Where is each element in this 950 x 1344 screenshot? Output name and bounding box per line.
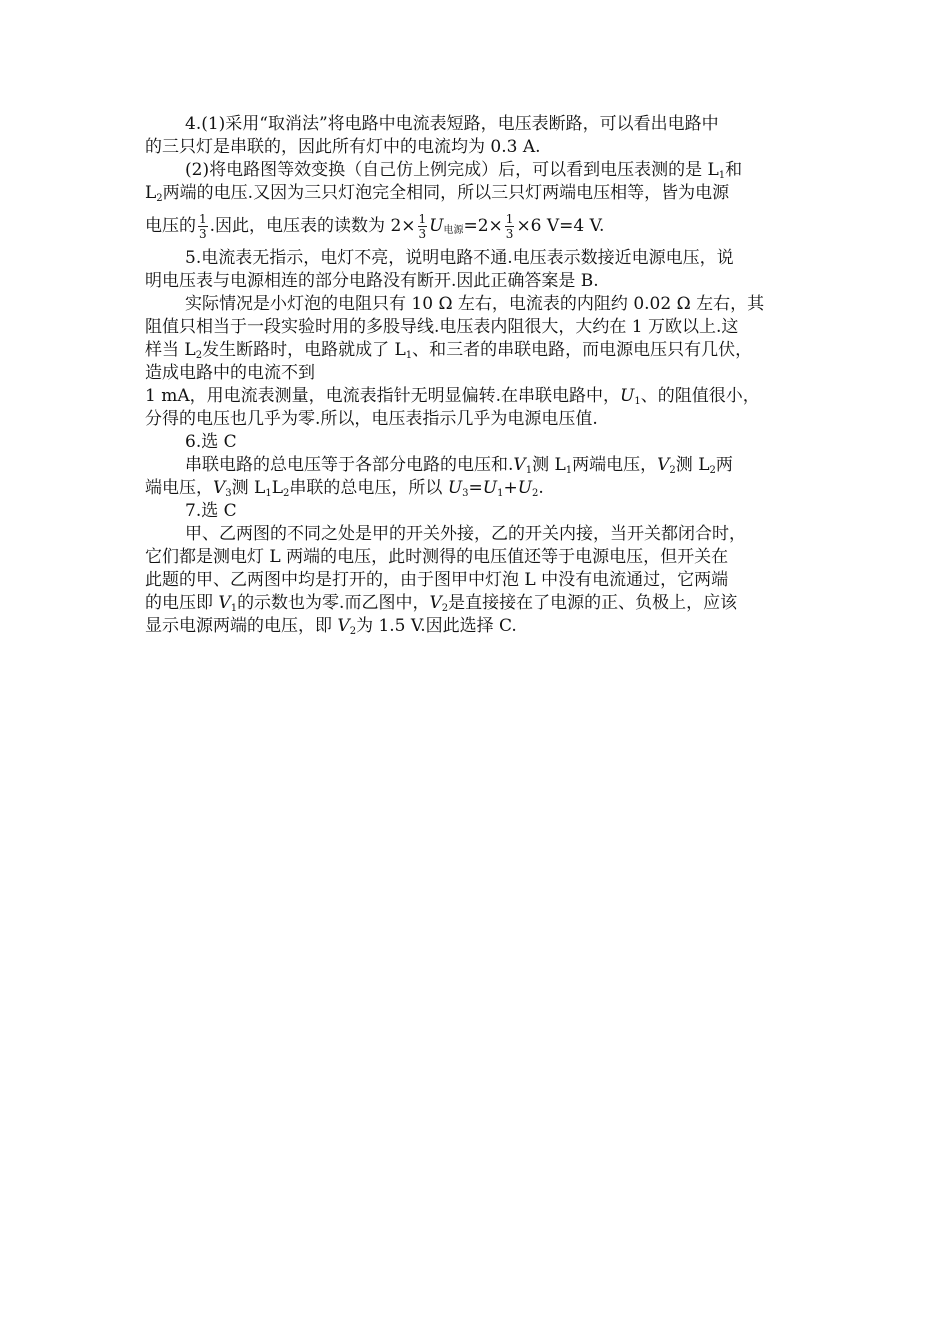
subscript: 3 bbox=[225, 488, 232, 499]
q7-line-3 bbox=[145, 569, 820, 592]
q6-text: 串联电路的总电压等于各部分电路的电压和. bbox=[185, 455, 514, 475]
variable: U bbox=[429, 216, 444, 236]
subscript: 1 bbox=[718, 170, 726, 181]
q6-line-2 bbox=[145, 477, 820, 500]
variable: U bbox=[447, 478, 463, 498]
subscript: 1 bbox=[634, 396, 641, 407]
subscript: 2 bbox=[709, 465, 716, 476]
q5-line-7 bbox=[145, 385, 820, 408]
variable: U bbox=[517, 478, 533, 498]
fraction-denominator: 3 bbox=[199, 227, 207, 241]
variable: V bbox=[337, 616, 350, 636]
variable: U bbox=[482, 478, 498, 498]
q5-text: 明电压表与电源相连的部分电路没有断开.因此正确答案是 B. bbox=[145, 271, 599, 291]
subscript: 2 bbox=[441, 603, 449, 614]
subscript: 2 bbox=[532, 488, 539, 499]
q6-text: L bbox=[271, 478, 284, 498]
fraction bbox=[418, 212, 428, 241]
q5-text: 、和三者的串联电路，而电源电压只有几伏， bbox=[412, 340, 753, 360]
q7-text: 的电压即 bbox=[145, 593, 219, 613]
q7-line-1 bbox=[145, 523, 820, 546]
q4-line-1 bbox=[145, 113, 820, 136]
subscript: 1 bbox=[497, 488, 504, 499]
q7-line-2 bbox=[145, 546, 820, 569]
q5-line-2 bbox=[145, 270, 820, 293]
fraction bbox=[505, 212, 515, 241]
q4-text: =2× bbox=[463, 216, 503, 236]
variable: V bbox=[213, 478, 226, 498]
subscript: 1 bbox=[265, 488, 272, 499]
subscript: 1 bbox=[565, 465, 573, 476]
variable: V bbox=[513, 455, 526, 475]
q6-text: 两端电压， bbox=[572, 455, 658, 475]
q6-text: 测 L bbox=[532, 455, 566, 475]
q7-text: 甲、乙两图的不同之处是甲的开关外接，乙的开关内接，当开关都闭合时， bbox=[185, 524, 746, 544]
q6-text: 串联的总电压，所以 bbox=[289, 478, 448, 498]
q6-text: 两 bbox=[715, 455, 733, 475]
q5-line-3 bbox=[145, 293, 820, 316]
variable: V bbox=[429, 593, 442, 613]
q7-text: 它们都是测电灯 L 两端的电压，此时测得的电压值还等于电源电压，但开关在 bbox=[145, 547, 729, 567]
fraction-numerator: 1 bbox=[418, 212, 427, 226]
q4-line-4 bbox=[145, 182, 820, 205]
q5-text: 1 mA，用电流表测量，电流表指针无明显偏转.在串联电路中， bbox=[145, 386, 621, 406]
q6-text: = bbox=[468, 478, 483, 498]
fraction bbox=[198, 212, 208, 241]
subscript: 2 bbox=[156, 193, 163, 204]
subscript: 1 bbox=[230, 603, 238, 614]
fraction-numerator: 1 bbox=[505, 212, 514, 226]
subscript: 1 bbox=[525, 465, 533, 476]
q4-line-3 bbox=[145, 159, 820, 182]
q7-text: 是直接接在了电源的正、负极上，应该 bbox=[448, 593, 738, 613]
q5-line-4 bbox=[145, 316, 820, 339]
subscript: 3 bbox=[462, 488, 469, 499]
q5-text: 发生断路时，电路就成了 L bbox=[202, 340, 406, 360]
fraction-denominator: 3 bbox=[418, 227, 427, 241]
q7-text: 的示数也为零.而乙图中， bbox=[237, 593, 430, 613]
q5-line-6 bbox=[145, 362, 820, 385]
q6-heading bbox=[145, 431, 820, 454]
subscript: 2 bbox=[349, 626, 357, 637]
q6-text: . bbox=[538, 478, 544, 498]
subscript: 2 bbox=[669, 465, 676, 476]
q7-text: 7.选 C bbox=[185, 501, 237, 521]
q4-text: (2)将电路图等效变换（自己仿上例完成）后，可以看到电压表测的是 L bbox=[185, 160, 719, 180]
q4-text: 4.(1)采用“取消法”将电路中电流表短路，电压表断路，可以看出电路中 bbox=[185, 114, 719, 134]
q5-text: 样当 L bbox=[145, 340, 196, 360]
fraction-denominator: 3 bbox=[505, 227, 514, 241]
q4-line-5 bbox=[145, 205, 820, 247]
q7-heading bbox=[145, 500, 820, 523]
q4-line-2 bbox=[145, 136, 820, 159]
q4-text: 的三只灯是串联的，因此所有灯中的电流均为 0.3 A. bbox=[145, 137, 541, 157]
q5-text: 阻值只相当于一段实验时用的多股导线.电压表内阻很大，大约在 1 万欧以上.这 bbox=[145, 317, 739, 337]
subscript: 2 bbox=[283, 488, 290, 499]
q4-text: ×6 V=4 V. bbox=[516, 216, 605, 236]
q5-text: 造成电路中的电流不到 bbox=[145, 363, 315, 383]
q7-line-5 bbox=[145, 615, 820, 638]
q7-line-4 bbox=[145, 592, 820, 615]
q4-text: 电压的 bbox=[145, 216, 196, 236]
q7-text: 为 1.5 V.因此选择 C. bbox=[356, 616, 517, 636]
q5-text: 分得的电压也几乎为零.所以，电压表指示几乎为电源电压值. bbox=[145, 409, 598, 429]
q7-text: 此题的甲、乙两图中均是打开的，由于图甲中灯泡 L 中没有电流通过，它两端 bbox=[145, 570, 729, 590]
q5-line-8 bbox=[145, 408, 820, 431]
q5-line-1 bbox=[145, 247, 820, 270]
q4-text: .因此，电压表的读数为 2× bbox=[209, 216, 416, 236]
q5-text: 实际情况是小灯泡的电阻只有 10 Ω 左右，电流表的内阻约 0.02 Ω 左右，其 bbox=[185, 294, 765, 314]
q6-text: 端电压， bbox=[145, 478, 213, 498]
q7-text: 显示电源两端的电压，即 bbox=[145, 616, 338, 636]
q6-text: 测 L bbox=[231, 478, 266, 498]
q6-text: 6.选 C bbox=[185, 432, 237, 452]
q4-text: 两端的电压.又因为三只灯泡完全相同，所以三只灯两端电压相等，皆为电源 bbox=[162, 183, 730, 203]
q5-text: 5.电流表无指示，电灯不亮，说明电路不通.电压表示数接近电源电压，说 bbox=[185, 248, 734, 268]
subscript: 2 bbox=[195, 350, 203, 361]
q4-text: 和 bbox=[725, 160, 743, 180]
subscript: 1 bbox=[405, 350, 413, 361]
variable: U bbox=[620, 386, 635, 406]
answer-document bbox=[145, 113, 820, 638]
fraction-numerator: 1 bbox=[199, 212, 207, 226]
q5-line-5 bbox=[145, 339, 820, 362]
q6-text: 测 L bbox=[675, 455, 710, 475]
q4-text: L bbox=[145, 183, 157, 203]
q5-text: 、的阻值很小， bbox=[640, 386, 760, 406]
variable: V bbox=[657, 455, 670, 475]
q6-line-1 bbox=[145, 454, 820, 477]
q6-text: + bbox=[503, 478, 518, 498]
subscript: 电源 bbox=[443, 225, 464, 236]
variable: V bbox=[218, 593, 231, 613]
